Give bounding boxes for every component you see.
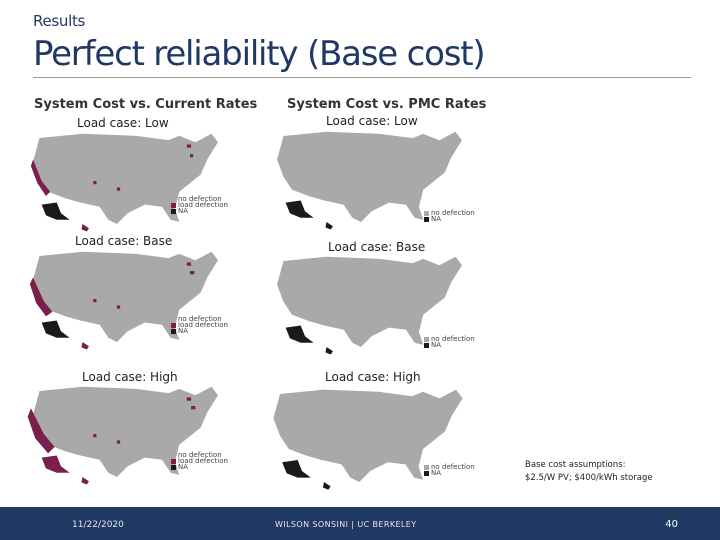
load-label-left-low: Load case: Low: [77, 116, 169, 130]
load-label-right-base: Load case: Base: [328, 240, 426, 254]
title-divider: [33, 77, 691, 78]
legend-label: NA: [178, 463, 189, 471]
legend-label: no defection: [431, 209, 475, 217]
swatch-no-defection: [171, 197, 176, 202]
footer-date: 11/22/2020: [72, 520, 124, 530]
legend-label: NA: [431, 215, 442, 223]
legend-label: NA: [431, 341, 442, 349]
column-heading-current-rates: System Cost vs. Current Rates: [34, 97, 258, 112]
swatch-no-defection: [171, 317, 176, 322]
cost-assumptions-note: [525, 459, 653, 485]
legend-right-high: [424, 464, 475, 476]
map-left-low: [18, 127, 233, 235]
note-line: $2.5/W PV; $400/kWh storage: [525, 473, 653, 483]
legend-label: load defection: [178, 457, 228, 465]
legend-right-base: [424, 336, 475, 348]
footer-organization: WILSON SONSINI | UC BERKELEY: [275, 520, 417, 529]
legend-label: NA: [178, 207, 189, 215]
load-label-right-high: Load case: High: [325, 370, 421, 384]
legend-label: no defection: [178, 195, 222, 203]
map-left-base: [18, 245, 233, 353]
swatch-no-defection: [424, 465, 429, 470]
legend-left-low: [171, 196, 228, 214]
map-right-high: [258, 382, 478, 494]
legend-label: NA: [431, 469, 442, 477]
legend-label: no defection: [431, 463, 475, 471]
map-left-high: [18, 380, 233, 488]
legend-label: no defection: [178, 315, 222, 323]
swatch-load-defection: [171, 203, 176, 208]
swatch-na: [424, 343, 429, 348]
legend-label: load defection: [178, 321, 228, 329]
legend-right-low: [424, 210, 475, 222]
load-label-left-high: Load case: High: [82, 370, 178, 384]
legend-label: no defection: [178, 451, 222, 459]
slide-title: Perfect reliability (Base cost): [33, 34, 485, 74]
column-heading-pmc-rates: System Cost vs. PMC Rates: [287, 97, 487, 112]
legend-label: load defection: [178, 201, 228, 209]
legend-left-high: [171, 452, 228, 470]
swatch-na: [424, 471, 429, 476]
swatch-no-defection: [171, 453, 176, 458]
footer-bar: [0, 507, 720, 540]
swatch-na: [171, 209, 176, 214]
load-label-right-low: Load case: Low: [326, 114, 418, 128]
load-label-left-base: Load case: Base: [75, 234, 173, 248]
swatch-load-defection: [171, 323, 176, 328]
section-kicker: Results: [33, 12, 86, 30]
swatch-na: [424, 217, 429, 222]
swatch-no-defection: [424, 337, 429, 342]
swatch-load-defection: [171, 459, 176, 464]
note-line: Base cost assumptions:: [525, 460, 626, 470]
page-number: 40: [665, 519, 678, 530]
legend-label: NA: [178, 327, 189, 335]
legend-left-base: [171, 316, 228, 334]
swatch-na: [171, 465, 176, 470]
swatch-na: [171, 329, 176, 334]
legend-label: no defection: [431, 335, 475, 343]
swatch-no-defection: [424, 211, 429, 216]
